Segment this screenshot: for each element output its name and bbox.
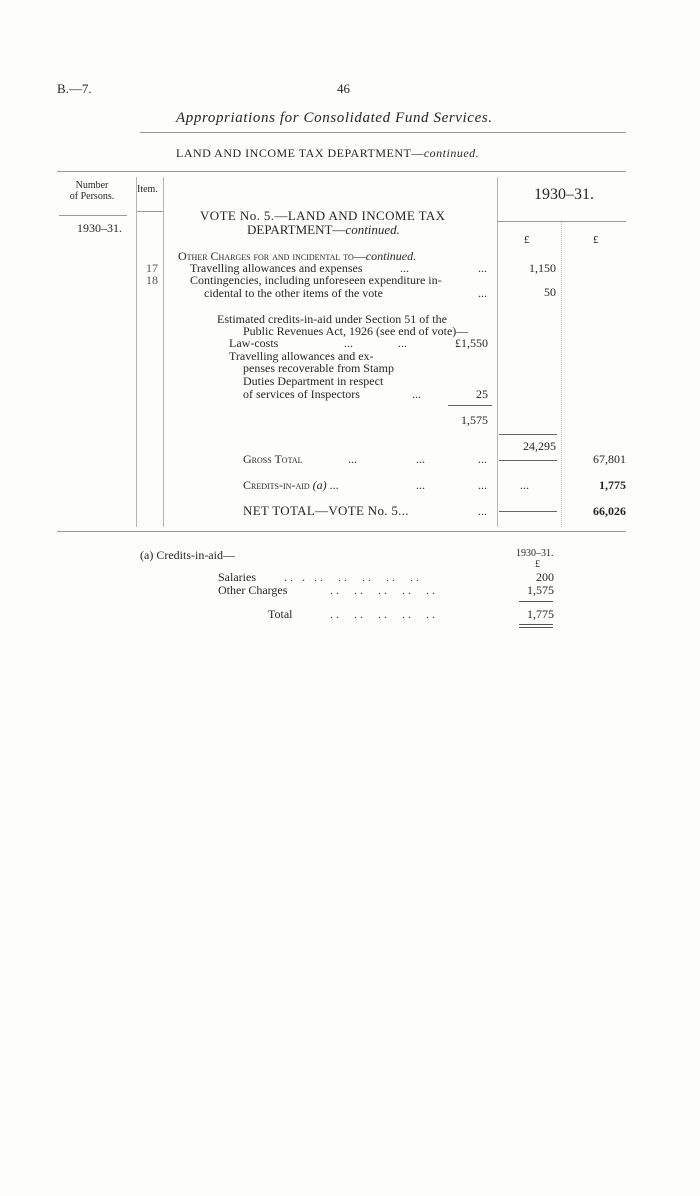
credits-in-aid-amount: 1,775 <box>599 478 626 492</box>
footnote-row-label: Other Charges <box>218 583 288 597</box>
leader-dots: ... <box>478 452 487 466</box>
leader-dots: ... <box>478 478 487 492</box>
gross-total-amount: 67,801 <box>593 452 626 466</box>
leader-dots: ... <box>400 261 409 275</box>
persons-header: Number of Persons. <box>69 180 115 202</box>
item-amount: 1,150 <box>529 261 556 275</box>
leader-dots: ... <box>416 452 425 466</box>
net-total-amount: 66,026 <box>593 504 626 518</box>
rule <box>519 601 553 602</box>
section-heading: Other Charges for and incidental to—continued. <box>178 249 417 263</box>
item-number: 18 <box>146 273 158 287</box>
persons-year: 1930–31. <box>77 221 122 235</box>
leader-dots: ... <box>478 261 487 275</box>
vote-title-2: DEPARTMENT—continued. <box>247 222 400 237</box>
rule <box>59 215 127 216</box>
item-description: Contingencies, including unforeseen expenditure in- <box>190 273 442 287</box>
item-amount: 50 <box>544 285 556 299</box>
footnote-total-amount: 1,775 <box>527 607 554 621</box>
law-costs-amount: £1,550 <box>455 336 488 350</box>
vote-title: VOTE No. 5.—LAND AND INCOME TAX <box>200 208 446 223</box>
leader-dots: ... <box>344 336 353 350</box>
leader-dots: ... <box>398 336 407 350</box>
credits-estimate-line: Estimated credits-in-aid under Section 51 of the <box>217 312 447 326</box>
rule <box>137 211 163 212</box>
travel-label: penses recoverable from Stamp <box>243 361 394 375</box>
year-header: 1930–31. <box>534 186 594 203</box>
rule <box>140 132 626 133</box>
department-continued: continued. <box>423 146 480 160</box>
footnote-row-label: Salaries <box>218 570 256 584</box>
col-rule <box>136 177 137 527</box>
leader-dots: ... <box>478 286 487 300</box>
page-number: 46 <box>337 81 350 96</box>
leader-dots: ... <box>416 478 425 492</box>
department-name: LAND AND INCOME TAX DEPARTMENT— <box>176 146 424 160</box>
rule <box>499 460 557 461</box>
rule <box>499 434 557 435</box>
pound-sign: £ <box>593 234 599 246</box>
law-costs-label: Law-costs <box>229 336 279 350</box>
travel-label: Duties Department in respect <box>243 374 384 388</box>
item-description: Travelling allowances and expenses <box>190 261 363 275</box>
double-rule <box>519 624 553 628</box>
leader-dots: ... <box>478 504 487 518</box>
credits-in-aid-label: Credits-in-aid (a) ... <box>243 478 339 492</box>
credits-subtotal: 1,575 <box>461 413 488 427</box>
leader-dots: ... <box>348 452 357 466</box>
leader-dots: ... <box>412 387 421 401</box>
travel-label: of services of Inspectors <box>243 387 360 401</box>
travel-amount: 25 <box>476 387 488 401</box>
table-top-rule <box>57 171 626 172</box>
leader-dots: . . . . . . . . . . . . . <box>284 570 419 584</box>
pound-sign: £ <box>524 234 530 246</box>
rule <box>448 405 492 406</box>
document-reference: B.—7. <box>57 81 92 96</box>
credits-estimate-line: Public Revenues Act, 1926 (see end of vote)— <box>243 324 469 338</box>
item-number: 17 <box>146 261 158 275</box>
item-description-2: cidental to the other items of the vote <box>204 286 383 300</box>
table-bottom-rule <box>57 531 626 532</box>
footnote-row-amount: 1,575 <box>527 583 554 597</box>
rule <box>499 511 557 512</box>
footnote-heading: (a) Credits-in-aid— <box>140 548 235 562</box>
item-header: Item. <box>137 184 158 195</box>
col-rule <box>561 222 562 527</box>
footnote-row-amount: 200 <box>536 570 554 584</box>
net-total-label: NET TOTAL—VOTE No. 5... <box>243 503 409 518</box>
footnote-year: 1930–31. <box>516 548 554 559</box>
travel-label: Travelling allowances and ex- <box>229 349 374 363</box>
gross-sub-amount: 24,295 <box>523 439 556 453</box>
col-rule <box>497 177 498 527</box>
rule <box>497 221 626 222</box>
gross-total-label: Gross Total <box>243 452 303 466</box>
department-heading <box>176 146 479 161</box>
footnote-total-label: Total <box>268 607 293 621</box>
page-title: Appropriations for Consolidated Fund Services. <box>176 110 493 126</box>
leader-dots: . . . . . . . . . . <box>330 607 435 621</box>
leader-dots: ... <box>520 478 529 492</box>
footnote-pound: £ <box>535 559 540 570</box>
col-rule <box>163 177 164 527</box>
leader-dots: . . . . . . . . . . <box>330 583 435 597</box>
